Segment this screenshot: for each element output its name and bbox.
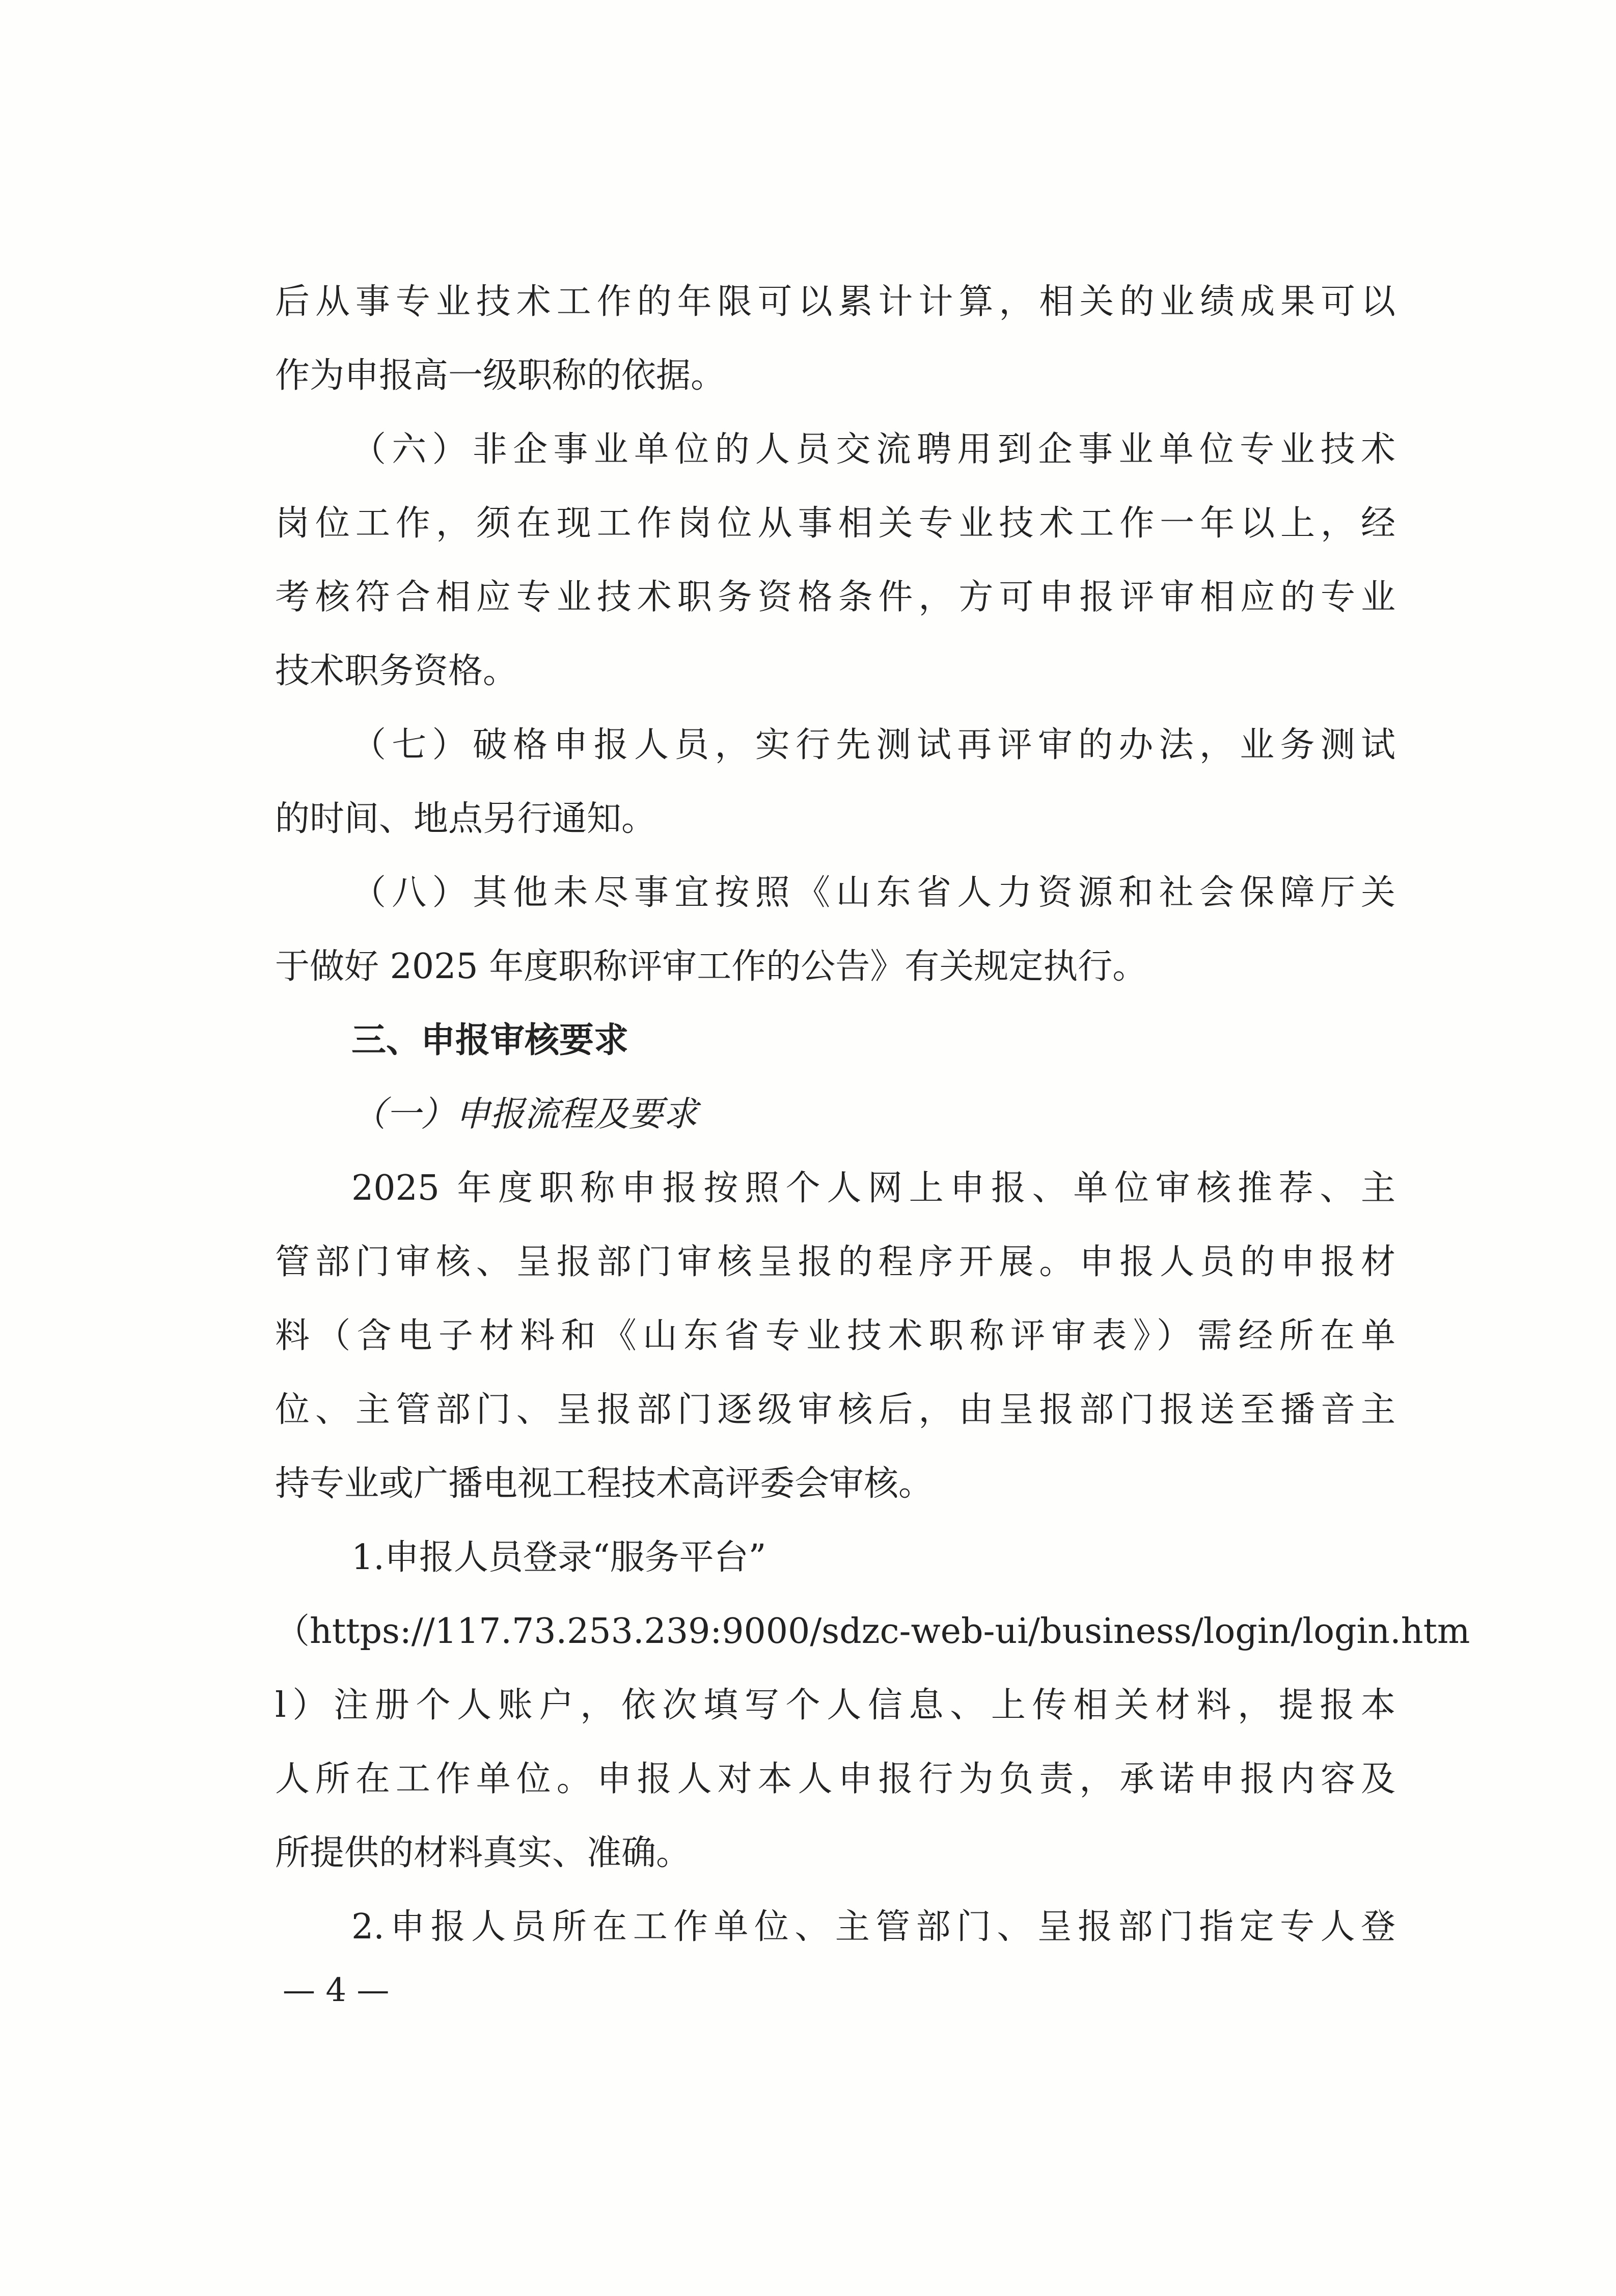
process-paragraph-line-3: 料（含电子材料和《山东省专业技术职称评审表》）需经所在单 [275, 1316, 1395, 1356]
step-one-line-5: 所提供的材料真实、准确。 [275, 1833, 691, 1873]
document-body [275, 265, 1470, 1964]
item-eight-line-2: 于做好 2025 年度职称评审工作的公告》有关规定执行。 [275, 947, 1147, 987]
process-paragraph-line-2: 管部门审核、呈报部门审核呈报的程序开展。申报人员的申报材 [275, 1242, 1395, 1282]
item-seven-line-2: 的时间、地点另行通知。 [275, 799, 656, 839]
section-heading: 三、申报审核要求 [351, 1020, 629, 1061]
text-line-2: 作为申报高一级职称的依据。 [275, 356, 726, 396]
page-number: — 4 — [283, 1971, 390, 2009]
step-one-line-3: l）注册个人账户，依次填写个人信息、上传相关材料，提报本 [275, 1685, 1395, 1725]
item-six-line-2: 岗位工作，须在现工作岗位从事相关专业技术工作一年以上，经 [275, 503, 1395, 544]
step-one-url-line: （https://117.73.253.239:9000/sdzc-web-ui/business/login/login.htm [275, 1611, 1470, 1652]
text-line-1: 后从事专业技术工作的年限可以累计计算，相关的业绩成果可以 [275, 282, 1395, 322]
step-one-line-1: 1.申报人员登录“服务平台” [351, 1537, 766, 1578]
step-one-line-4: 人所在工作单位。申报人对本人申报行为负责，承诺申报内容及 [275, 1759, 1395, 1799]
item-six-line-3: 考核符合相应专业技术职务资格条件，方可申报评审相应的专业 [275, 577, 1395, 617]
step-two-line-1: 2.申报人员所在工作单位、主管部门、呈报部门指定专人登 [351, 1907, 1395, 1947]
item-seven-line-1: （七）破格申报人员，实行先测试再评审的办法，业务测试 [351, 725, 1395, 765]
process-paragraph-line-1: 2025 年度职称申报按照个人网上申报、单位审核推荐、主 [351, 1168, 1395, 1208]
process-paragraph-line-5: 持专业或广播电视工程技术高评委会审核。 [275, 1464, 934, 1504]
item-six-line-4: 技术职务资格。 [275, 651, 518, 691]
subsection-heading: （一）申报流程及要求 [351, 1094, 698, 1135]
item-eight-line-1: （八）其他未尽事宜按照《山东省人力资源和社会保障厅关 [351, 873, 1395, 913]
process-paragraph-line-4: 位、主管部门、呈报部门逐级审核后，由呈报部门报送至播音主 [275, 1390, 1395, 1430]
item-six-line-1: （六）非企事业单位的人员交流聘用到企事业单位专业技术 [351, 429, 1395, 470]
